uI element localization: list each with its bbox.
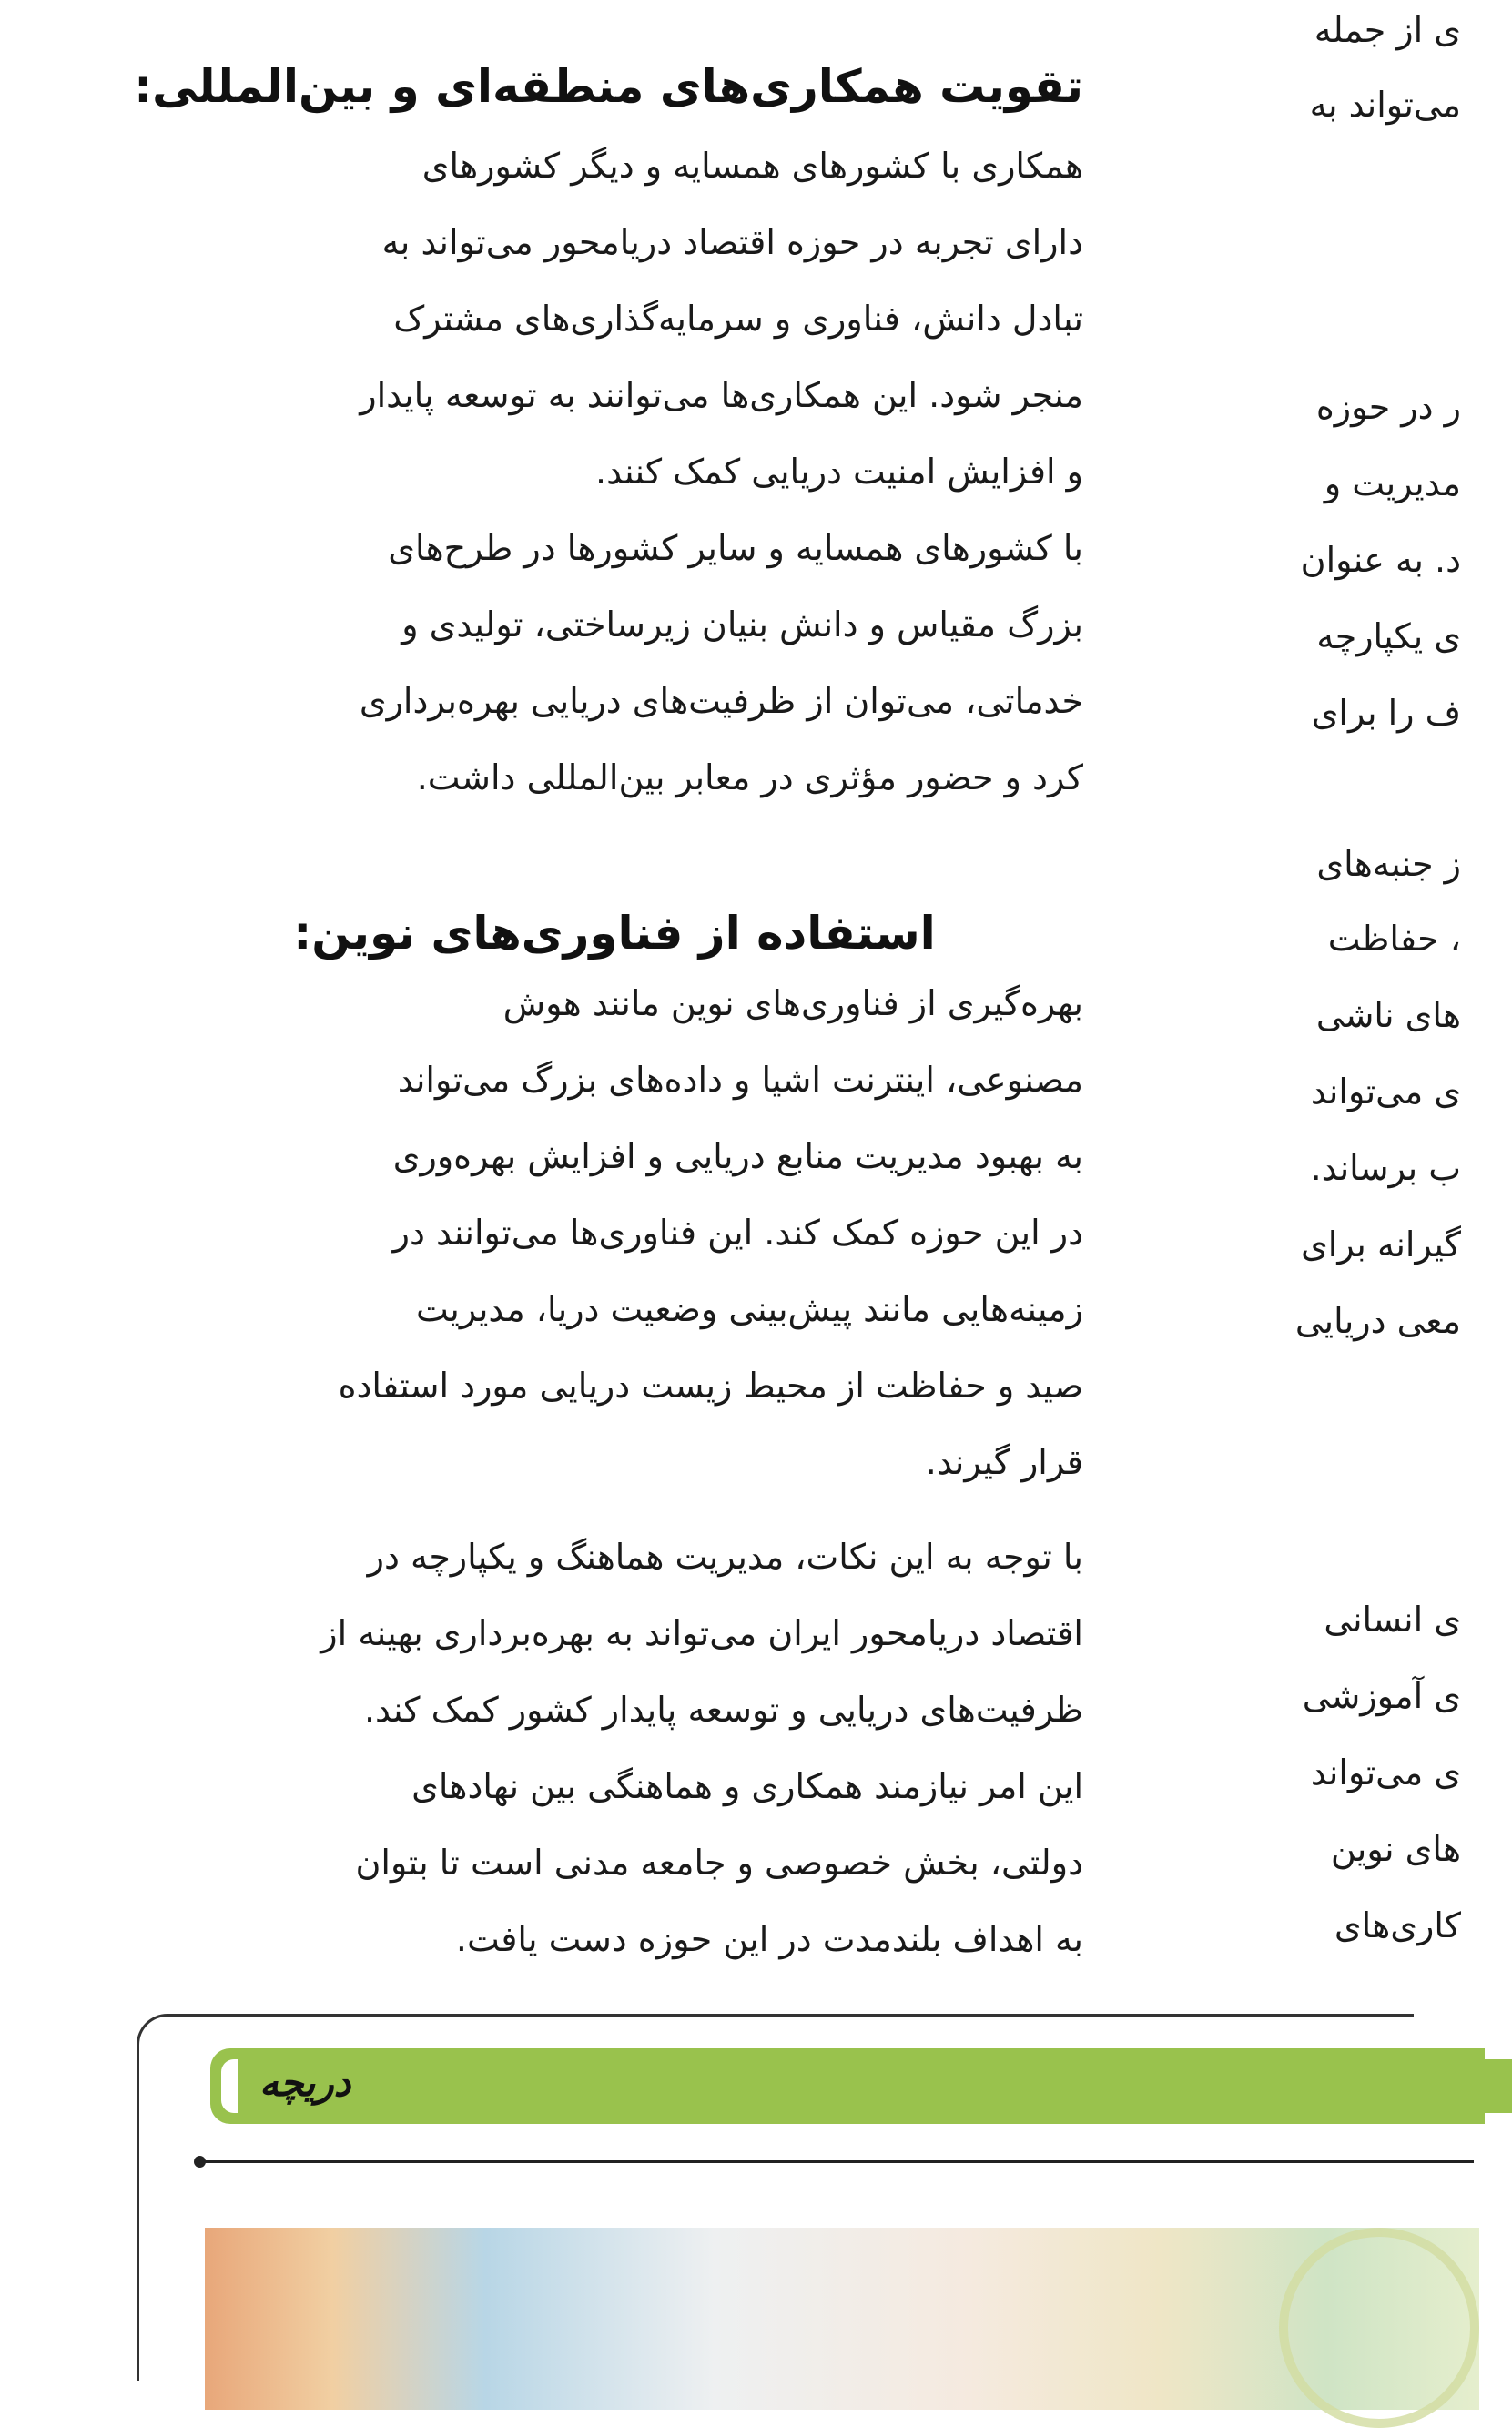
paragraph-line: با کشورهای همسایه و سایر کشورها در طرح‌های — [388, 528, 1083, 568]
paragraph-line: به بهبود مدیریت منابع دریایی و افزایش بهره‌وری — [392, 1136, 1083, 1176]
box-divider-line — [199, 2160, 1474, 2163]
paragraph-line: بزرگ مقیاس و دانش بنیان زیرساختی، تولیدی و — [401, 604, 1083, 645]
right-column-line: ی از جمله — [1314, 10, 1461, 50]
paragraph-line: قرار گیرند. — [925, 1442, 1083, 1482]
box-divider-dot — [194, 2156, 206, 2168]
paragraph-line: ظرفیت‌های دریایی و توسعه پایدار کشور کمک کند. — [363, 1690, 1083, 1730]
section1-paragraph-2 — [146, 510, 1083, 816]
sidebar-box-window — [137, 2014, 1414, 2381]
right-column-line: ر در حوزه — [1315, 387, 1461, 427]
right-column-line: ی انسانی — [1324, 1600, 1461, 1640]
section2-paragraph-1 — [146, 965, 1083, 1500]
right-column-line: ی می‌تواند — [1310, 1752, 1461, 1793]
photo-light-ring — [1279, 2228, 1479, 2428]
paragraph-line: این امر نیازمند همکاری و هماهنگی بین نهادهای — [411, 1766, 1083, 1806]
right-column-line: می‌تواند به — [1309, 85, 1461, 125]
right-column-line: ی آموزشی — [1302, 1676, 1461, 1716]
right-column-line: های نوین — [1330, 1829, 1461, 1869]
paragraph-line: تبادل دانش، فناوری و سرمایه‌گذاری‌های مشترک — [393, 299, 1083, 339]
right-column-line: ز جنبه‌های — [1316, 844, 1461, 884]
section2-paragraph-2 — [146, 1519, 1083, 1977]
paragraph-line: بهره‌گیری از فناوری‌های نوین مانند هوش — [502, 983, 1083, 1023]
paragraph-line: همکاری با کشورهای همسایه و دیگر کشورهای — [421, 146, 1083, 186]
right-column-line: د. به عنوان — [1300, 540, 1461, 580]
right-column-line: کاری‌های — [1334, 1905, 1461, 1945]
box-title: دریچه — [259, 2060, 351, 2105]
paragraph-line: مصنوعی، اینترنت اشیا و داده‌های بزرگ می‌تواند — [397, 1060, 1083, 1100]
paragraph-line: کرد و حضور مؤثری در معابر بین‌المللی داشت. — [416, 757, 1083, 797]
paragraph-line: اقتصاد دریامحور ایران می‌تواند به بهره‌برداری بهینه از — [320, 1613, 1083, 1653]
right-column-line: ی می‌تواند — [1310, 1072, 1461, 1112]
paragraph-line: منجر شود. این همکاری‌ها می‌توانند به توسعه پایدار — [360, 375, 1083, 415]
main-article-column — [134, 0, 1083, 1985]
paragraph-line: به اهداف بلندمدت در این حوزه دست یافت. — [455, 1919, 1083, 1959]
box-header-band — [210, 2048, 1485, 2124]
section-heading-regional-cooperation: تقویت همکاری‌های منطقه‌ای و بین‌المللی: — [134, 60, 1083, 113]
paragraph-line: دارای تجربه در حوزه اقتصاد دریامحور می‌تواند به — [381, 222, 1083, 262]
paragraph-line: دولتی، بخش خصوصی و جامعه مدنی است تا بتوان — [355, 1843, 1083, 1883]
paragraph-line: زمینه‌هایی مانند پیش‌بینی وضعیت دریا، مدیریت — [415, 1289, 1083, 1329]
box-header-band-inner — [221, 2059, 1496, 2113]
box-photo — [205, 2228, 1479, 2410]
right-column-line: مدیریت و — [1324, 463, 1461, 503]
section-heading-new-technologies: استفاده از فناوری‌های نوین: — [293, 907, 936, 960]
paragraph-line: با توجه به این نکات، مدیریت هماهنگ و یکپارچه در — [367, 1537, 1083, 1577]
right-column-line: ، حفاظت — [1327, 919, 1461, 959]
right-column-line: ف را برای — [1311, 693, 1461, 733]
paragraph-line: صید و حفاظت از محیط زیست دریایی مورد استفاده — [338, 1366, 1083, 1406]
box-header-band-fill — [238, 2059, 1512, 2113]
right-column-line: ب برساند. — [1310, 1148, 1461, 1188]
paragraph-line: و افزایش امنیت دریایی کمک کنند. — [595, 452, 1083, 492]
paragraph-line: در این حوزه کمک کند. این فناوری‌ها می‌توانند در — [392, 1213, 1083, 1253]
section1-paragraph-1 — [146, 127, 1083, 510]
right-column-line: معی دریایی — [1294, 1301, 1461, 1341]
paragraph-line: خدماتی، می‌توان از ظرفیت‌های دریایی بهره‌برداری — [359, 681, 1083, 721]
right-column-line: گیرانه برای — [1301, 1224, 1461, 1265]
right-column-line: های ناشی — [1315, 995, 1461, 1035]
right-column-cropped-text — [1170, 0, 1461, 1985]
right-column-line: ی یکپارچه — [1316, 616, 1461, 656]
